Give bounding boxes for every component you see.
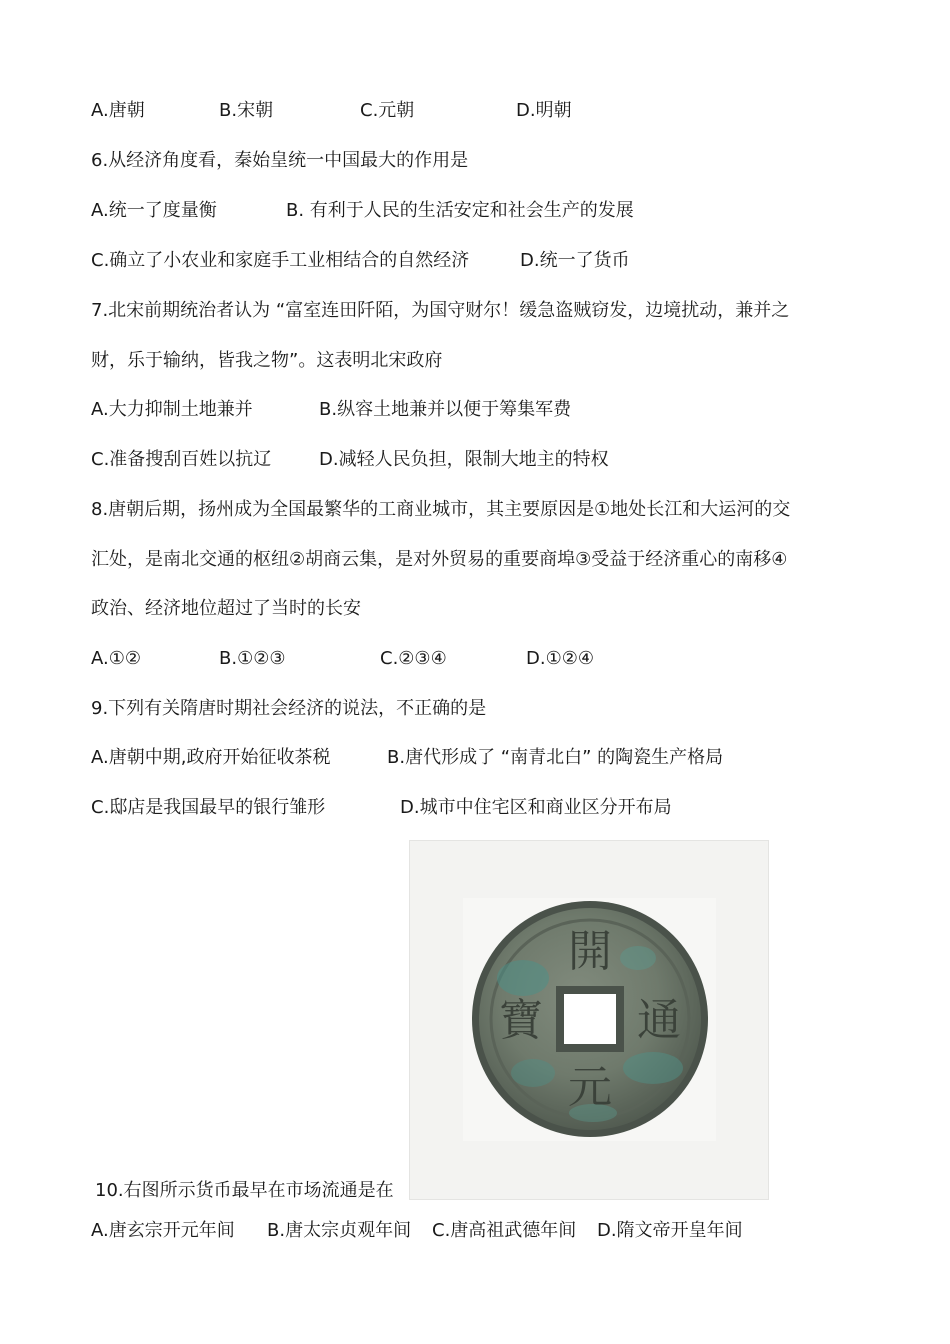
q6-stem: 6.从经济角度看，秦始皇统一中国最大的作用是 <box>91 150 469 171</box>
q6-option-c: C.确立了小农业和家庭手工业相结合的自然经济 <box>91 250 470 271</box>
q5-option-b: B.宋朝 <box>219 100 274 121</box>
q7-option-b: B.纵容土地兼并以便于筹集军费 <box>319 399 572 420</box>
q9-stem: 9.下列有关隋唐时期社会经济的说法，不正确的是 <box>91 698 487 719</box>
q7-option-a: A.大力抑制土地兼并 <box>91 399 253 420</box>
q10-option-b: B.唐太宗贞观年间 <box>267 1220 412 1241</box>
patina-patch <box>623 1052 683 1084</box>
coin-char-top: 開 <box>568 926 612 977</box>
q10-stem: 10.右图所示货币最早在市场流通是在 <box>95 1180 394 1201</box>
q7-option-d: D.减轻人民负担，限制大地主的特权 <box>319 449 609 470</box>
q6-option-d: D.统一了货币 <box>520 250 630 271</box>
q8-option-a: A.①② <box>91 648 141 669</box>
q8-stem-line-1: 8.唐朝后期，扬州成为全国最繁华的工商业城市，其主要原因是①地处长江和大运河的交 <box>91 499 791 520</box>
q9-option-a: A.唐朝中期,政府开始征收茶税 <box>91 747 331 768</box>
coin-photo <box>463 898 716 1141</box>
q10-option-a: A.唐玄宗开元年间 <box>91 1220 235 1241</box>
patina-patch <box>497 960 549 996</box>
kaiyuan-tongbao-coin <box>463 898 716 1141</box>
patina-patch <box>620 946 656 970</box>
coin-char-bottom: 元 <box>568 1062 612 1113</box>
coin-image-frame <box>409 840 769 1200</box>
q8-option-c: C.②③④ <box>380 648 447 669</box>
patina-patch <box>511 1059 555 1087</box>
q7-stem-line-2: 财，乐于输纳，皆我之物”。这表明北宋政府 <box>91 350 443 371</box>
q9-option-b: B.唐代形成了 “南青北白” 的陶瓷生产格局 <box>387 747 724 768</box>
q5-option-d: D.明朝 <box>516 100 572 121</box>
q8-option-d: D.①②④ <box>526 648 594 669</box>
q9-option-c: C.邸店是我国最早的银行雏形 <box>91 797 326 818</box>
q7-stem-line-1: 7.北宋前期统治者认为 “富室连田阡陌，为国守财尔！缓急盗贼窃发，边境扰动，兼并之 <box>91 300 790 321</box>
q6-option-b: B. 有利于人民的生活安定和社会生产的发展 <box>286 200 634 221</box>
q8-option-b: B.①②③ <box>219 648 286 669</box>
q6-option-a: A.统一了度量衡 <box>91 200 217 221</box>
q5-option-c: C.元朝 <box>360 100 415 121</box>
q10-option-d: D.隋文帝开皇年间 <box>597 1220 743 1241</box>
coin-char-right: 通 <box>637 995 681 1046</box>
coin-char-left: 寶 <box>499 995 543 1046</box>
square-hole <box>564 994 616 1044</box>
q5-option-a: A.唐朝 <box>91 100 145 121</box>
q7-option-c: C.准备搜刮百姓以抗辽 <box>91 449 272 470</box>
q10-option-c: C.唐高祖武德年间 <box>432 1220 577 1241</box>
q8-stem-line-3: 政治、经济地位超过了当时的长安 <box>91 598 361 619</box>
q8-stem-line-2: 汇处，是南北交通的枢纽②胡商云集，是对外贸易的重要商埠③受益于经济重心的南移④ <box>91 549 788 570</box>
q9-option-d: D.城市中住宅区和商业区分开布局 <box>400 797 672 818</box>
